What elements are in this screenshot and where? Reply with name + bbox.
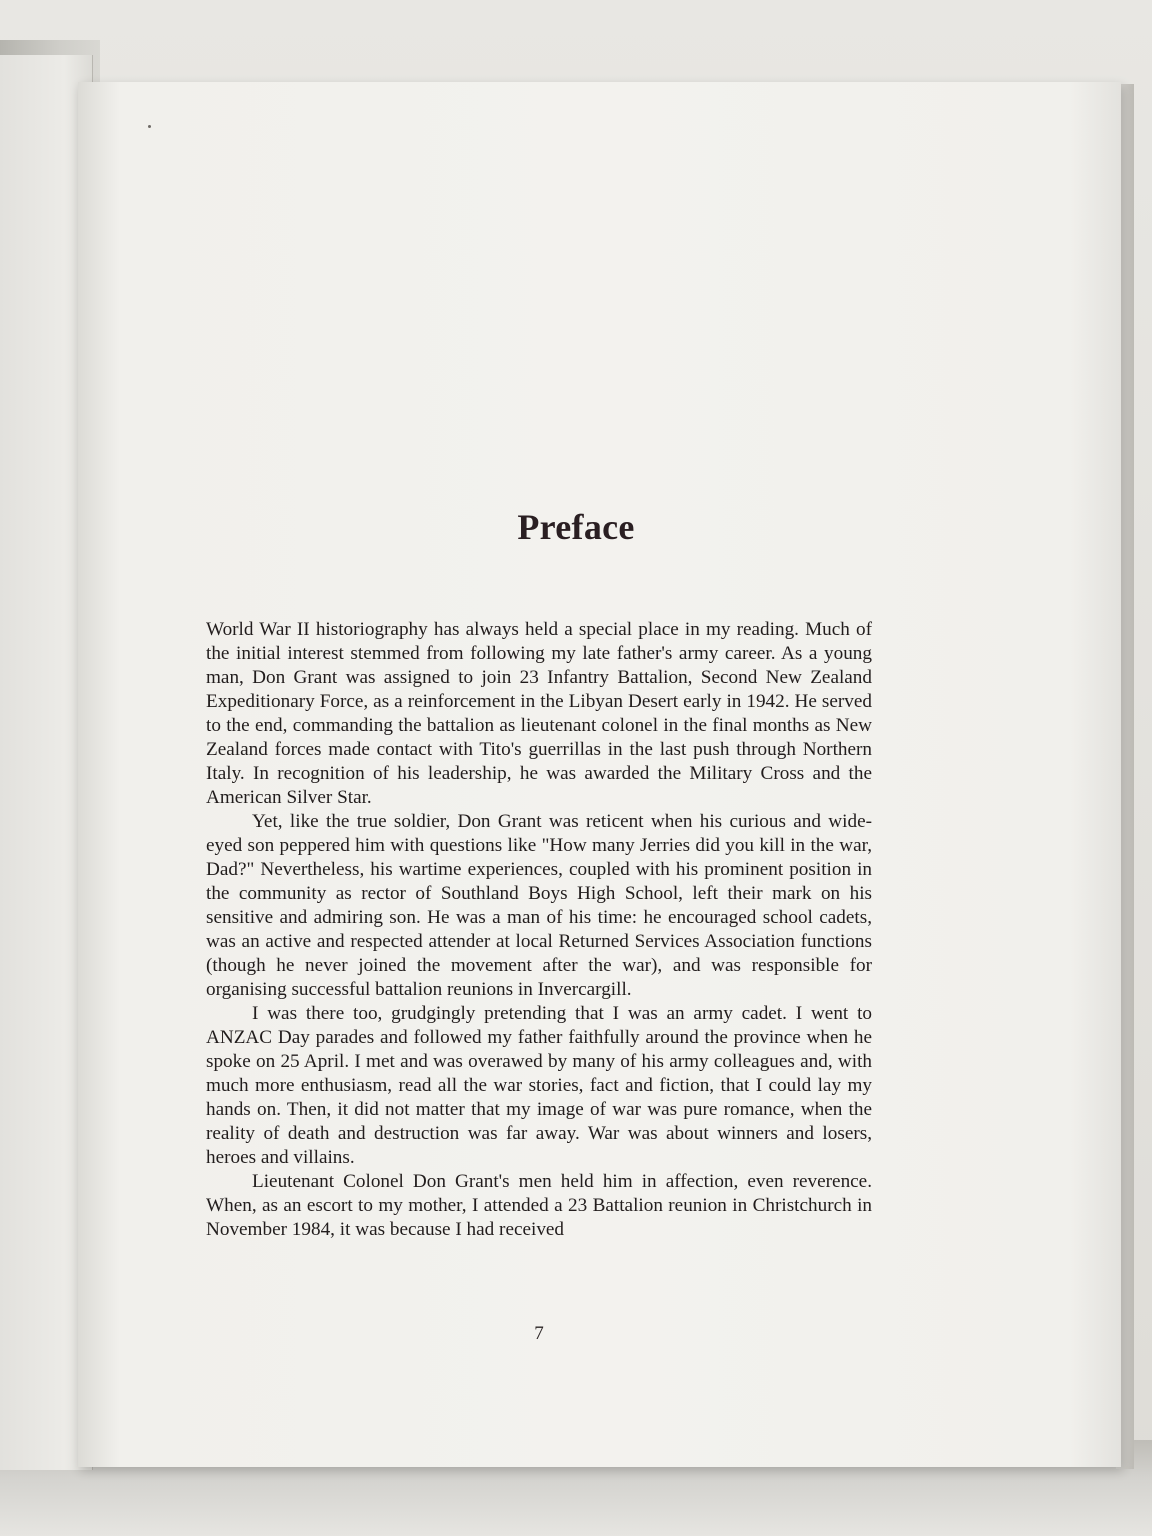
preface-body xyxy=(206,618,872,1242)
page-number: 7 xyxy=(534,1323,544,1344)
paragraph-3: I was there too, grudgingly pretending that I was an army cadet. I went to ANZAC Day parades and followed my father faithfully around the province when he spoke on 25 April. I met and was overawed by many of his army colleagues and, with much more enthusiasm, read all the war stories, fact and fiction, that I could lay my hands on. Then, it did not matter that my image of war was pure romance, when the reality of death and destruction was far away. War was about winners and losers, heroes and villains. xyxy=(206,1003,872,1168)
paper-speck xyxy=(148,125,151,128)
preface-title: Preface xyxy=(517,507,635,547)
paragraph-2: Yet, like the true soldier, Don Grant was reticent when his curious and wide-eyed son peppered him with questions like "How many Jerries did you kill in the war, Dad?" Nevertheless, his wartime experiences, coupled with his prominent position in the community as rector of Southland Boys High School, left their mark on his sensitive and admiring son. He was a man of his time: he encouraged school cadets, was an active and respected attender at local Returned Services Association functions (though he never joined the movement after the war), and was responsible for organising successful battalion reunions in Invercargill. xyxy=(206,811,872,1000)
paragraph-4: Lieutenant Colonel Don Grant's men held him in affection, even reverence. When, as an escort to my mother, I attended a 23 Battalion reunion in Christchurch in November 1984, it was because I had received xyxy=(206,1171,872,1240)
paragraph-1: World War II historiography has always held a special place in my reading. Much of the initial interest stemmed from following my late father's army career. As a young man, Don Grant was assigned to join 23 Infantry Battalion, Second New Zealand Expeditionary Force, as a reinforcement in the Libyan Desert early in 1942. He served to the end, commanding the battalion as lieutenant colonel in the final months as New Zealand forces made contact with Tito's guerrillas in the last push through Northern Italy. In recognition of his leadership, he was awarded the Military Cross and the American Silver Star. xyxy=(206,619,872,808)
